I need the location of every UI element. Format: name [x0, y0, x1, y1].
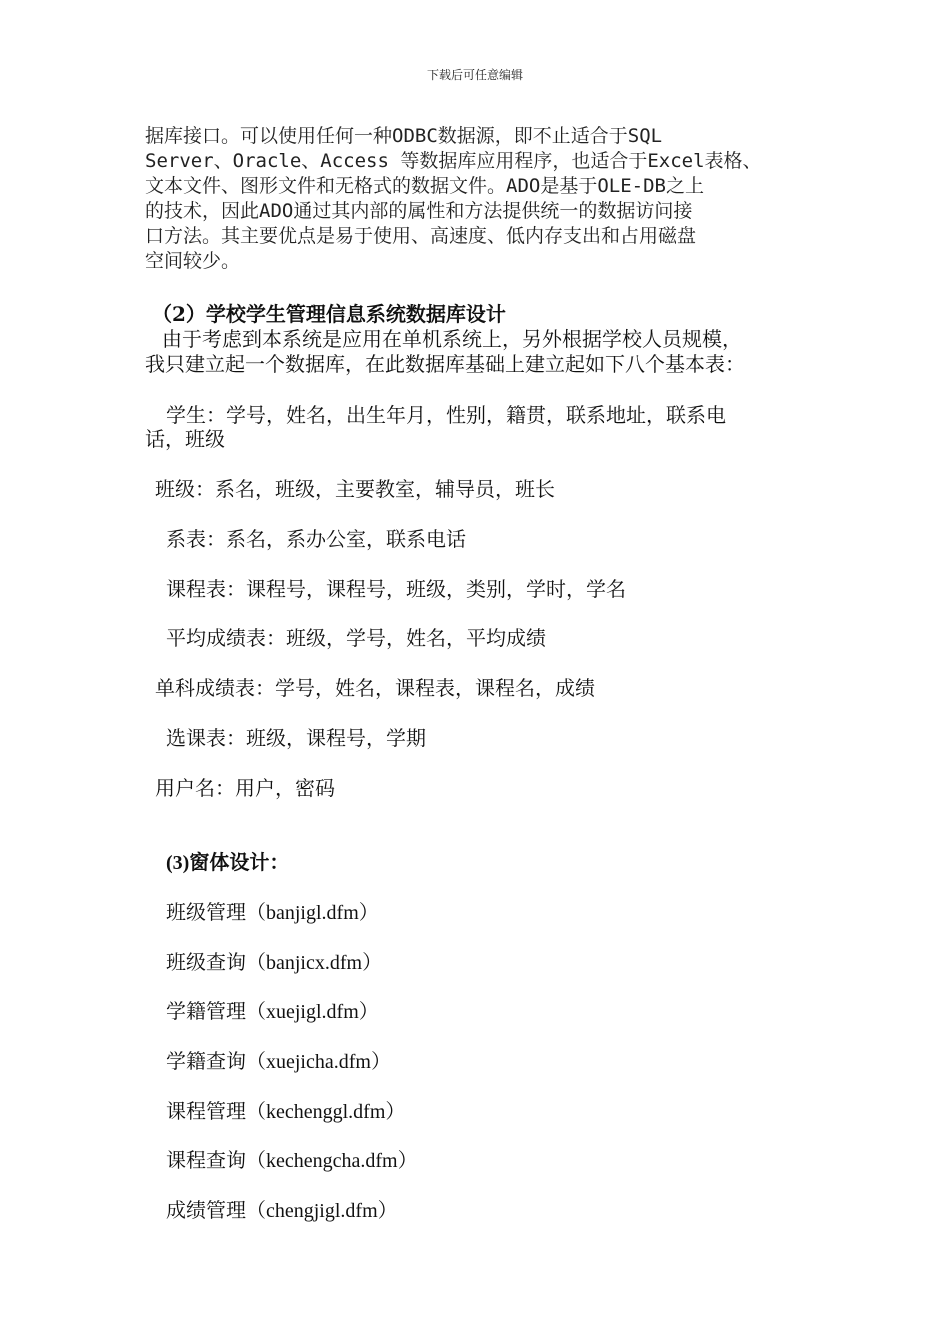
section2-heading: （2）学校学生管理信息系统数据库设计	[152, 302, 506, 326]
intro-line: 据库接口。可以使用任何一种ODBC数据源，即不止适合于SQL	[145, 125, 663, 147]
intro-paragraph	[145, 124, 825, 274]
form-item: 课程管理（kechenggl.dfm）	[166, 1101, 406, 1123]
form-item: 课程查询（kechengcha.dfm）	[166, 1150, 418, 1172]
intro-line: 空间较少。	[145, 250, 241, 272]
form-item: 成绩管理（chengjigl.dfm）	[166, 1200, 398, 1222]
section2-para-line2: 我只建立起一个数据库，在此数据库基础上建立起如下八个基本表：	[145, 352, 745, 376]
form-item: 班级查询（banjicx.dfm）	[166, 952, 383, 974]
intro-line: 口方法。其主要优点是易于使用、高速度、低内存支出和占用磁盘	[145, 225, 697, 247]
form-item: 学籍查询（xuejicha.dfm）	[166, 1051, 391, 1073]
table-student-line1: 学生：学号，姓名，出生年月，性别，籍贯，联系地址，联系电	[166, 403, 726, 427]
intro-line: 文本文件、图形文件和无格式的数据文件。ADO是基于OLE-DB之上	[145, 175, 704, 197]
table-class: 班级：系名，班级，主要教室，辅导员，班长	[155, 477, 555, 501]
intro-line: 的技术，因此ADO通过其内部的属性和方法提供统一的数据访问接	[145, 200, 693, 222]
table-dept: 系表：系名，系办公室，联系电话	[166, 527, 466, 551]
intro-line: Server、Oracle、Access 等数据库应用程序，也适合于Excel表格、	[145, 150, 762, 172]
table-avg-score: 平均成绩表：班级，学号，姓名，平均成绩	[166, 626, 546, 650]
table-elective: 选课表：班级，课程号，学期	[166, 726, 426, 750]
page-header: 下载后可任意编辑	[426, 68, 523, 82]
section2-para-line1: 由于考虑到本系统是应用在单机系统上，另外根据学校人员规模，	[162, 327, 742, 351]
section3-heading: (3)窗体设计：	[166, 852, 290, 874]
form-item: 学籍管理（xuejigl.dfm）	[166, 1001, 379, 1023]
form-item: 班级管理（banjigl.dfm）	[166, 902, 379, 924]
table-single-score: 单科成绩表：学号，姓名，课程表，课程名，成绩	[155, 676, 595, 700]
table-user: 用户名：用户，密码	[155, 776, 335, 800]
table-student-line2: 话，班级	[145, 427, 225, 451]
table-course: 课程表：课程号，课程号，班级，类别，学时，学名	[166, 577, 626, 601]
